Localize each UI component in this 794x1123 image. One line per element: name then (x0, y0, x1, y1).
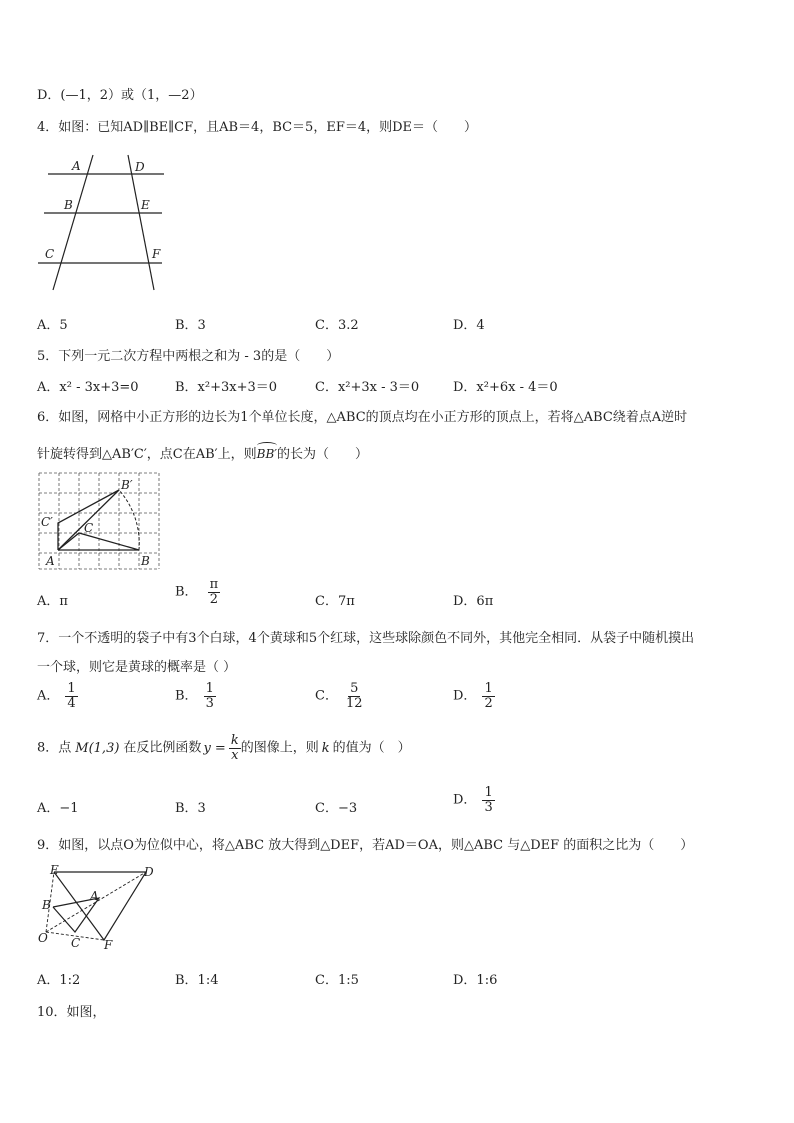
fraction: $\frac{\pi}{2}$ (209, 577, 219, 607)
q9-option-a: A．1:2 (37, 973, 81, 988)
q8-option-c: C．−3 (315, 801, 358, 816)
q8-option-b: B．3 (175, 801, 206, 816)
q7-option-a: A． $\frac{1}{4}$ (37, 681, 76, 711)
q7-option-d: D． $\frac{1}{2}$ (453, 681, 493, 711)
q6-stem-line1: 6．如图，网格中小正方形的边长为1个单位长度，△ABC的顶点均在小正方形的顶点上，若将△ABC绕着点A逆时 (37, 410, 688, 425)
label-b: B (64, 198, 73, 212)
q4-option-a: A．5 (37, 318, 68, 333)
q6-option-a: A．π (37, 594, 68, 609)
arc-label: BB′ (256, 447, 278, 461)
q9-option-d: D．1:6 (453, 973, 498, 988)
q6-grid-figure (36, 470, 162, 572)
q6-stem-line2 (37, 443, 368, 462)
label-c: C (45, 247, 55, 261)
q6-stem-text: 针旋转得到△AB′C′，点C在AB′上，则 (37, 447, 257, 462)
fraction: $\frac{1}{4}$ (67, 681, 76, 711)
fraction: $\frac{1}{2}$ (484, 681, 493, 711)
q5-stem: 5．下列一元二次方程中两根之和为 - 3的是（ ） (37, 349, 340, 364)
fraction: $\frac{5}{12}$ (345, 681, 363, 711)
label-c: C (84, 521, 94, 535)
point-m: M(1,3) (75, 740, 120, 756)
arc-mark-icon (257, 442, 277, 449)
q6-option-d: D．6π (453, 594, 494, 609)
label-b: B (141, 554, 150, 568)
q4-figure (36, 150, 171, 295)
label-c-prime: C′ (41, 515, 53, 529)
rotation-arc (119, 490, 139, 550)
q9-option-b: B．1:4 (175, 973, 219, 988)
q7-option-c: C． $\frac{5}{12}$ (315, 681, 363, 711)
q6-option-b: B． $\frac{\pi}{2}$ (175, 577, 219, 607)
q7-option-b: B． $\frac{1}{3}$ (175, 681, 214, 711)
q5-option-d: D．x²+6x - 4＝0 (453, 380, 558, 395)
label-d: D (144, 865, 154, 879)
q5-option-b: B．x²+3x+3＝0 (175, 380, 278, 395)
q7-stem-line1: 7．一个不透明的袋子中有3个白球，4个黄球和5个红球，这些球除颜色不同外，其他完全相同．从袋子中随机摸出 (37, 631, 695, 646)
q9-stem: 9．如图，以点O为位似中心，将△ABC 放大得到△DEF，若AD＝OA，则△ABC 与△DEF 的面积之比为（ ） (37, 838, 694, 853)
q3-option-d: D．(—1，2）或（1，—2） (37, 88, 203, 103)
triangle-abc (58, 533, 139, 550)
q4-option-c: C．3.2 (315, 318, 359, 333)
label-d: D (135, 160, 145, 174)
q4-stem: 4．如图：已知AD∥BE∥CF，且AB＝4，BC＝5，EF＝4，则DE＝（ ） (37, 120, 478, 135)
q7-stem-line2: 一个球，则它是黄球的概率是（ ） (37, 660, 237, 675)
function-fraction: $\frac{k}{x}$ (230, 733, 239, 763)
triangle-def (54, 872, 146, 940)
label-a: A (72, 159, 81, 173)
q5-option-a: A．x² - 3x+3=0 (37, 380, 139, 395)
q8-option-d: D． $\frac{1}{3}$ (453, 785, 493, 815)
q9-option-c: C．1:5 (315, 973, 359, 988)
label-b-prime: B′ (121, 478, 133, 492)
q6-stem-tail: 的长为（ ） (277, 447, 369, 462)
label-f: F (104, 938, 113, 952)
q4-option-d: D．4 (453, 318, 485, 333)
q5-option-c: C．x²+3x - 3＝0 (315, 380, 420, 395)
fraction: $\frac{1}{3}$ (205, 681, 214, 711)
label-o: O (38, 931, 48, 945)
q8-option-a: A．−1 (37, 801, 79, 816)
triangle-abc (53, 898, 99, 932)
transversal-abc (53, 155, 93, 290)
triangle-ab-prime-c-prime (58, 490, 119, 550)
q10-stem: 10．如图， (37, 1005, 106, 1020)
fraction: $\frac{1}{3}$ (484, 785, 493, 815)
label-a: A (90, 889, 99, 903)
transversal-def (128, 155, 154, 290)
label-c: C (71, 936, 81, 950)
arc-bb-prime (257, 444, 277, 461)
label-e: E (50, 863, 59, 877)
label-a: A (46, 554, 55, 568)
q4-option-b: B．3 (175, 318, 206, 333)
label-b: B (42, 898, 51, 912)
label-e: E (141, 198, 150, 212)
q6-option-c: C．7π (315, 594, 355, 609)
q9-figure (36, 860, 161, 952)
label-f: F (152, 247, 161, 261)
q8-stem: 8．点 M(1,3) 在反比例函数 y = $\frac{k}{x}$ 的图像上，则 k 的值为（ ） (37, 733, 411, 763)
